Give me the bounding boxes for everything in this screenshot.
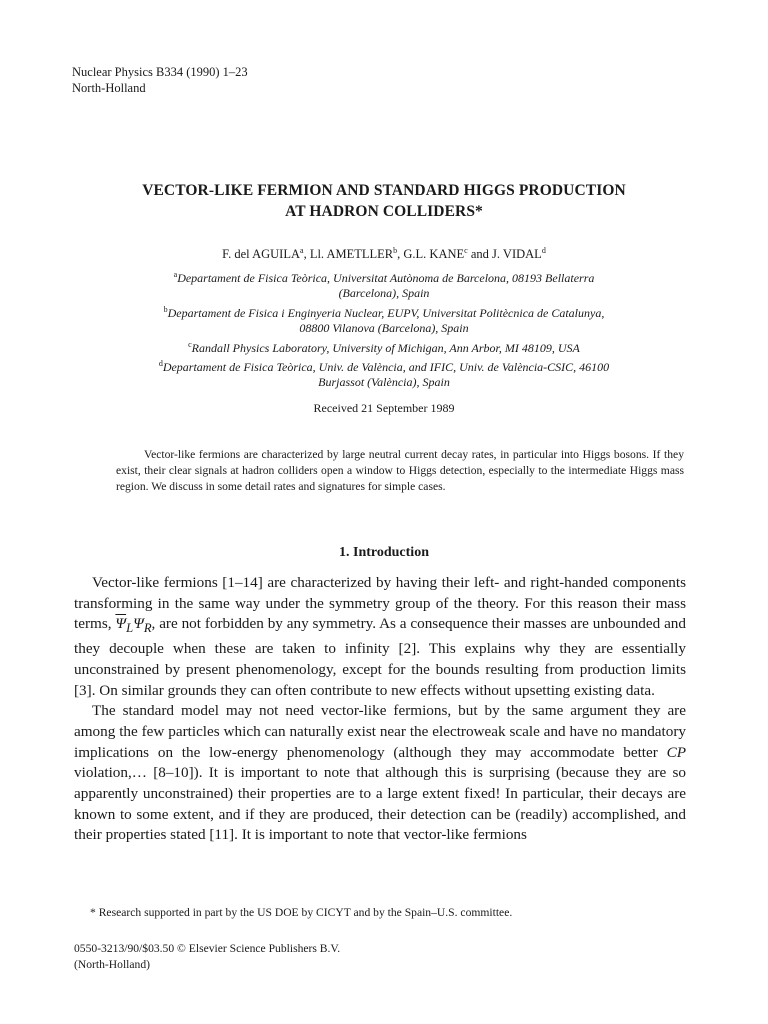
author-name: Ll. AMETLLER [309, 247, 394, 262]
affiliation-line: (Barcelona), Spain [338, 286, 430, 301]
affiliation-line: 08800 Vilanova (Barcelona), Spain [299, 321, 469, 336]
publisher-name: North-Holland [72, 81, 146, 95]
section-heading: 1. Introduction [339, 545, 429, 560]
affiliation-mark: c [188, 339, 192, 349]
paper-title [60, 180, 708, 222]
affiliation-list [60, 267, 708, 391]
paragraph-text: Vector-like fermions [1–14] are characterized by having their left- and right-handed components transforming in the same way under the symmetry group of the theory. For this reason their mass terms, [74, 574, 686, 633]
affiliation-line: Departament de Fisica i Enginyeria Nuclear, EUPV, Universitat Politècnica de Catalunya, [167, 305, 605, 320]
journal-citation: Nuclear Physics B334 (1990) 1–23 [72, 65, 248, 79]
journal-header [72, 64, 248, 96]
affiliation-c [60, 337, 708, 356]
affiliation-a [60, 267, 708, 302]
author-mark: a [300, 246, 304, 255]
affiliation-line: Departament de Fisica Teòrica, Universitat Autònoma de Barcelona, 08193 Bellaterra [177, 271, 595, 285]
author-mark: c [464, 246, 468, 255]
author-mark: b [393, 246, 398, 255]
paragraph-2 [74, 701, 686, 846]
cp-term: CP [666, 743, 686, 761]
author-separator: , [397, 247, 404, 262]
math-subscript: L [126, 621, 134, 636]
author-name: G.L. KANE [403, 247, 465, 262]
footnote: * Research supported in part by the US DOE by CICYT and by the Spain–U.S. committee. [90, 906, 513, 919]
paragraph-text: The standard model may not need vector-like fermions, but by the same argument they are among the few particles which can naturally exist near the electroweak scale and have no mandatory implications on the low-energy phenomenology (although they may accommodate better [74, 702, 686, 761]
psi-bar-symbol: $\overline{\Psi}$ [115, 615, 127, 633]
author-separator: , [303, 247, 310, 262]
psi-symbol: Ψ [133, 615, 144, 633]
affiliation-line: Departament de Fisica Teòrica, Univ. de València, and IFIC, Univ. de València-CSIC, 46100 [162, 360, 610, 375]
author-list [60, 246, 708, 262]
affiliation-line: Randall Physics Laboratory, University of Michigan, Ann Arbor, MI 48109, USA [191, 340, 580, 355]
abstract: Vector-like fermions are characterized by large neutral current decay rates, in particular into Higgs bosons. If they exist, their clear signals at hadron colliders open a window to Higgs detection, especially to the intermediate Higgs mass region. We discuss in some detail rates and signatures for simple cases. [116, 448, 684, 493]
title-line-1: VECTOR-LIKE FERMION AND STANDARD HIGGS PRODUCTION [142, 182, 626, 199]
affiliation-d [60, 356, 708, 391]
affiliation-mark: b [163, 304, 168, 314]
body-text [74, 573, 686, 846]
copyright-line: (North-Holland) [74, 957, 150, 971]
author-mark: d [541, 246, 546, 255]
affiliation-line: Burjassot (València), Spain [318, 375, 450, 390]
author-name: F. del AGUILA [222, 247, 300, 262]
copyright-line: 0550-3213/90/$03.50 © Elsevier Science Publishers B.V. [74, 942, 341, 955]
affiliation-mark: d [158, 359, 163, 369]
paragraph-1 [74, 573, 686, 701]
affiliation-b [60, 302, 708, 337]
paragraph-text: , are not forbidden by any symmetry. As a consequence their masses are unbounded and they decouple when these are taken to infinity [2]. This explains why they are essentially unconstrained by present phenomenology, except for the bounds resulting from production limits [3]. On similar grounds they can often contribute to new effects without upsetting existing data. [74, 615, 686, 699]
received-date: Received 21 September 1989 [313, 401, 455, 415]
paragraph-text: violation,… [8–10]). It is important to note that although this is surprising (because they are so apparently unconstrained) their properties are to a large extent fixed! In particular, their decays are known to some extent, and if they are produced, their detection can be (readily) accomplished, and their properties stated [11]. It is important to note that vector-like fermions [74, 764, 686, 844]
copyright-notice [74, 941, 340, 972]
author-name: J. VIDAL [492, 247, 542, 262]
mass-term-math [115, 615, 152, 636]
affiliation-mark: a [173, 270, 178, 279]
title-line-2: AT HADRON COLLIDERS* [285, 203, 483, 220]
math-subscript: R [143, 621, 152, 636]
author-conjunction: and [467, 247, 493, 262]
